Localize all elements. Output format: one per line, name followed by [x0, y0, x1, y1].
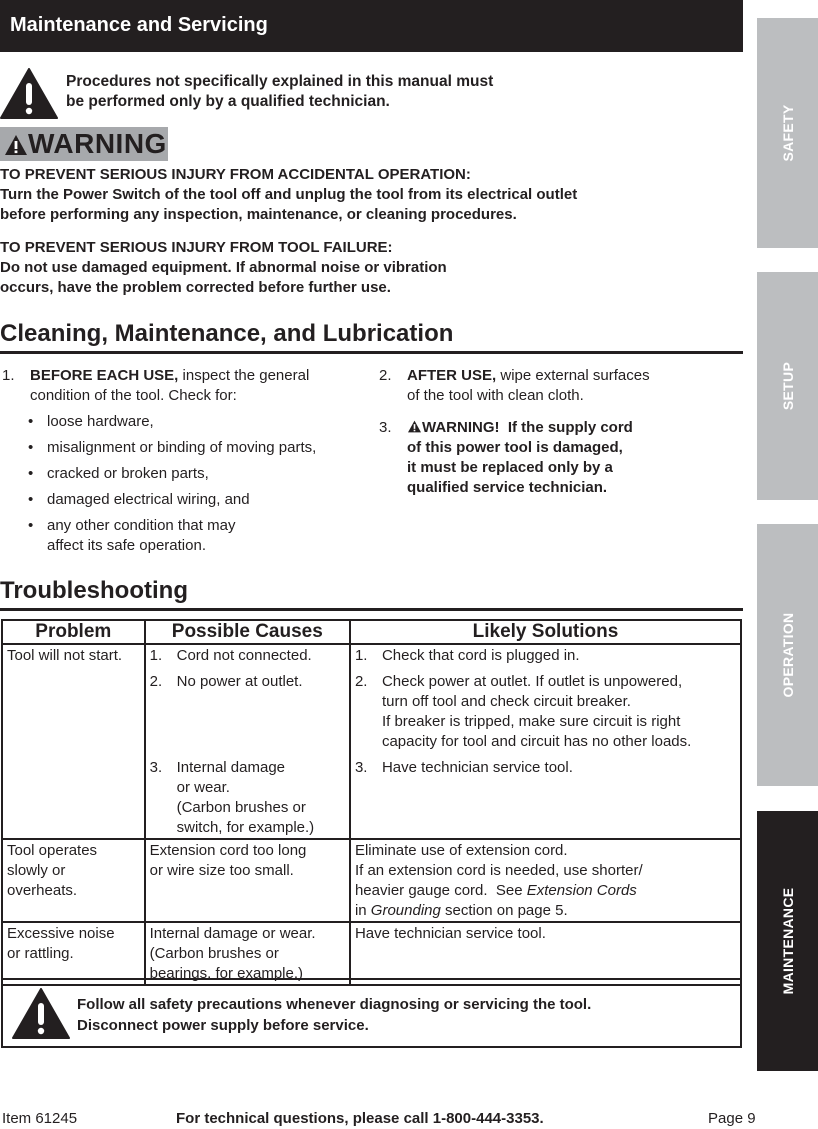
bullet-icon: • — [28, 413, 34, 430]
tab-safety[interactable]: SAFETY — [757, 18, 818, 248]
cleaning-section-title: Cleaning, Maintenance, and Lubrication — [0, 320, 454, 347]
warning-tool-failure — [0, 238, 447, 298]
section-divider — [0, 351, 743, 354]
warning-heading: TO PREVENT SERIOUS INJURY FROM TOOL FAILURE: — [0, 239, 393, 256]
item-text: qualified service technician. — [407, 479, 608, 496]
section-divider — [0, 608, 743, 611]
page-number: Page 9 — [708, 1110, 756, 1127]
item-text: condition of the tool. Check for: — [30, 387, 237, 404]
solutions-cell: 1. Check that cord is plugged in. 2. Check power at outlet. If outlet is unpowered, turn off tool and check circuit breaker. If breaker is tripped, make sure circuit is right capacity for tool and circuit has no other loads. 3. Have technician service tool. — [350, 644, 741, 839]
bullet-icon: • — [28, 517, 34, 534]
solutions-cell: Eliminate use of extension cord. If an extension cord is needed, use shorter/ heavier gauge cord. See Extension Cords in Grounding section on page 5. — [350, 839, 741, 922]
cross-reference-link: Grounding — [370, 902, 441, 919]
technical-support-phone: For technical questions, please call 1-800-444-3353. — [176, 1110, 544, 1127]
problem-cell: Tool will not start. — [2, 644, 145, 839]
warning-text-line: occurs, have the problem corrected before further use. — [0, 279, 391, 296]
column-header-causes: Possible Causes — [145, 620, 350, 644]
item-number: Item 61245 — [2, 1110, 78, 1127]
solutions-cell: Have technician service tool. — [350, 922, 741, 985]
item-number: 2. — [379, 367, 392, 384]
causes-cell: Internal damage or wear. (Carbon brushes or bearings, for example.) — [145, 922, 350, 985]
tab-operation[interactable]: OPERATION — [757, 524, 818, 786]
warning-text-line: Do not use damaged equipment. If abnormal noise or vibration — [0, 259, 447, 276]
problem-cell: Excessive noise or rattling. — [2, 922, 145, 985]
item-bold-label: BEFORE EACH USE, — [30, 367, 179, 384]
note-line-1: Follow all safety precautions whenever diagnosing or servicing the tool. — [77, 996, 592, 1013]
safety-footer-note — [1, 978, 742, 1048]
tab-maintenance[interactable]: MAINTENANCE — [757, 811, 818, 1071]
warning-heading: TO PREVENT SERIOUS INJURY FROM ACCIDENTAL OPERATION: — [0, 166, 471, 183]
column-header-problem: Problem — [2, 620, 145, 644]
cross-reference-link: Extension Cords — [526, 882, 637, 899]
tab-setup[interactable]: SETUP — [757, 272, 818, 500]
item-bold-label: AFTER USE, — [407, 367, 497, 384]
item-text: it must be replaced only by a — [407, 459, 613, 476]
table-header-row — [2, 620, 741, 644]
caution-notice — [0, 66, 600, 122]
table-row — [2, 922, 741, 985]
warning-triangle-icon — [12, 988, 70, 1040]
warning-triangle-icon — [0, 68, 58, 120]
item-number: 1. — [2, 367, 15, 384]
warning-accidental-operation — [0, 165, 577, 225]
warning-text-line: before performing any inspection, maintenance, or cleaning procedures. — [0, 206, 517, 223]
caution-line-1: Procedures not specifically explained in this manual must — [66, 73, 494, 90]
item-text: wipe external surfaces — [496, 367, 650, 384]
warning-triangle-icon — [407, 420, 422, 433]
note-line-2: Disconnect power supply before service. — [77, 1017, 369, 1034]
table-row — [2, 839, 741, 922]
item-text: of this power tool is damaged, — [407, 439, 623, 456]
bullet-icon: • — [28, 491, 34, 508]
table-row — [2, 644, 741, 839]
bullet-icon: • — [28, 439, 34, 456]
bullet-icon: • — [28, 465, 34, 482]
causes-cell: Extension cord too long or wire size too small. — [145, 839, 350, 922]
warning-triangle-icon — [4, 134, 28, 156]
caution-line-2: be performed only by a qualified technician. — [66, 93, 390, 110]
section-header-bar — [0, 0, 743, 52]
warning-label: WARNING — [28, 128, 167, 159]
warning-text-line: Turn the Power Switch of the tool off and unplug the tool from its electrical outlet — [0, 186, 578, 203]
page-title: Maintenance and Servicing — [10, 14, 268, 36]
column-header-solutions: Likely Solutions — [350, 620, 741, 644]
item-text: If the supply cord — [499, 419, 633, 436]
warning-badge — [0, 127, 168, 161]
troubleshooting-table — [1, 619, 742, 986]
troubleshooting-section-title: Troubleshooting — [0, 577, 188, 604]
item-number: 3. — [379, 419, 392, 436]
item-text: inspect the general — [178, 367, 310, 384]
problem-cell: Tool operates slowly or overheats. — [2, 839, 145, 922]
causes-cell: 1. Cord not connected. 2. No power at outlet. 3. Internal damage or wear. (Carbon brushes or switch, for example.) — [145, 644, 350, 839]
item-warning-word: WARNING! — [422, 419, 500, 436]
item-text: of the tool with clean cloth. — [407, 387, 584, 404]
